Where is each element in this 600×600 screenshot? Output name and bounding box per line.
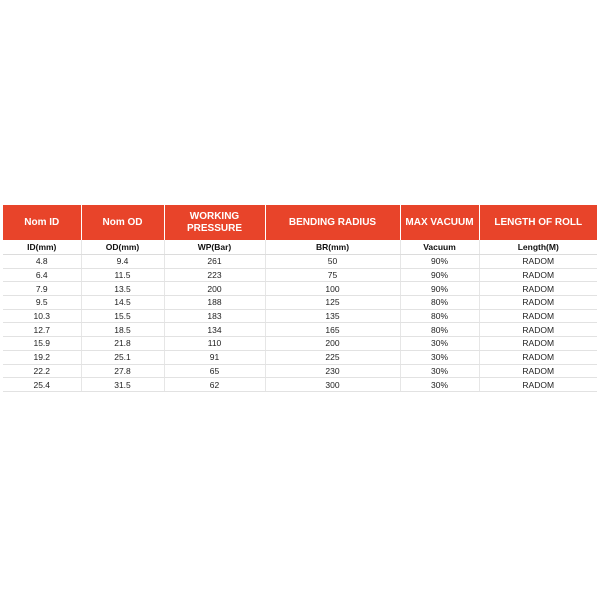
table-header-row	[3, 205, 597, 240]
hose-spec-table	[3, 205, 597, 392]
cell-id: 25.4	[3, 378, 81, 392]
cell-vacuum: 80%	[400, 296, 479, 310]
cell-vacuum: 30%	[400, 337, 479, 351]
cell-wp: 134	[164, 323, 265, 337]
cell-id: 15.9	[3, 337, 81, 351]
cell-wp: 223	[164, 268, 265, 282]
cell-od: 31.5	[81, 378, 164, 392]
cell-wp: 183	[164, 309, 265, 323]
cell-od: 9.4	[81, 255, 164, 269]
table-unit-row	[3, 240, 597, 255]
cell-br: 230	[265, 364, 400, 378]
cell-br: 165	[265, 323, 400, 337]
unit-vacuum: Vacuum	[400, 240, 479, 255]
cell-id: 6.4	[3, 268, 81, 282]
cell-vacuum: 80%	[400, 309, 479, 323]
cell-vacuum: 30%	[400, 350, 479, 364]
table-row	[3, 337, 597, 351]
cell-wp: 110	[164, 337, 265, 351]
cell-vacuum: 30%	[400, 364, 479, 378]
table-row	[3, 350, 597, 364]
cell-od: 27.8	[81, 364, 164, 378]
cell-od: 15.5	[81, 309, 164, 323]
cell-wp: 65	[164, 364, 265, 378]
table-row	[3, 323, 597, 337]
cell-length: RADOM	[479, 296, 597, 310]
cell-od: 21.8	[81, 337, 164, 351]
cell-od: 11.5	[81, 268, 164, 282]
unit-id: ID(mm)	[3, 240, 81, 255]
cell-length: RADOM	[479, 255, 597, 269]
header-working-pressure: WORKING PRESSURE	[164, 205, 265, 240]
unit-br: BR(mm)	[265, 240, 400, 255]
cell-vacuum: 80%	[400, 323, 479, 337]
cell-vacuum: 90%	[400, 282, 479, 296]
cell-od: 18.5	[81, 323, 164, 337]
cell-br: 100	[265, 282, 400, 296]
cell-od: 14.5	[81, 296, 164, 310]
table-body	[3, 255, 597, 392]
cell-br: 50	[265, 255, 400, 269]
cell-wp: 62	[164, 378, 265, 392]
header-length-of-roll: LENGTH OF ROLL	[479, 205, 597, 240]
cell-id: 19.2	[3, 350, 81, 364]
header-max-vacuum: MAX VACUUM	[400, 205, 479, 240]
cell-wp: 91	[164, 350, 265, 364]
unit-wp: WP(Bar)	[164, 240, 265, 255]
cell-br: 135	[265, 309, 400, 323]
cell-length: RADOM	[479, 364, 597, 378]
cell-id: 9.5	[3, 296, 81, 310]
cell-wp: 188	[164, 296, 265, 310]
cell-br: 75	[265, 268, 400, 282]
cell-id: 10.3	[3, 309, 81, 323]
cell-br: 200	[265, 337, 400, 351]
table-row	[3, 255, 597, 269]
cell-br: 125	[265, 296, 400, 310]
cell-br: 225	[265, 350, 400, 364]
cell-id: 22.2	[3, 364, 81, 378]
table-row	[3, 309, 597, 323]
cell-length: RADOM	[479, 309, 597, 323]
cell-id: 12.7	[3, 323, 81, 337]
unit-length: Length(M)	[479, 240, 597, 255]
cell-length: RADOM	[479, 282, 597, 296]
table-row	[3, 268, 597, 282]
cell-wp: 200	[164, 282, 265, 296]
table-row	[3, 296, 597, 310]
cell-length: RADOM	[479, 268, 597, 282]
cell-od: 13.5	[81, 282, 164, 296]
cell-length: RADOM	[479, 350, 597, 364]
cell-length: RADOM	[479, 337, 597, 351]
header-nom-id: Nom ID	[3, 205, 81, 240]
header-nom-od: Nom OD	[81, 205, 164, 240]
cell-br: 300	[265, 378, 400, 392]
cell-vacuum: 90%	[400, 268, 479, 282]
cell-id: 4.8	[3, 255, 81, 269]
cell-od: 25.1	[81, 350, 164, 364]
cell-vacuum: 30%	[400, 378, 479, 392]
table-row	[3, 378, 597, 392]
cell-length: RADOM	[479, 323, 597, 337]
cell-vacuum: 90%	[400, 255, 479, 269]
cell-id: 7.9	[3, 282, 81, 296]
table-row	[3, 282, 597, 296]
cell-length: RADOM	[479, 378, 597, 392]
header-bending-radius: BENDING RADIUS	[265, 205, 400, 240]
table-row	[3, 364, 597, 378]
unit-od: OD(mm)	[81, 240, 164, 255]
cell-wp: 261	[164, 255, 265, 269]
